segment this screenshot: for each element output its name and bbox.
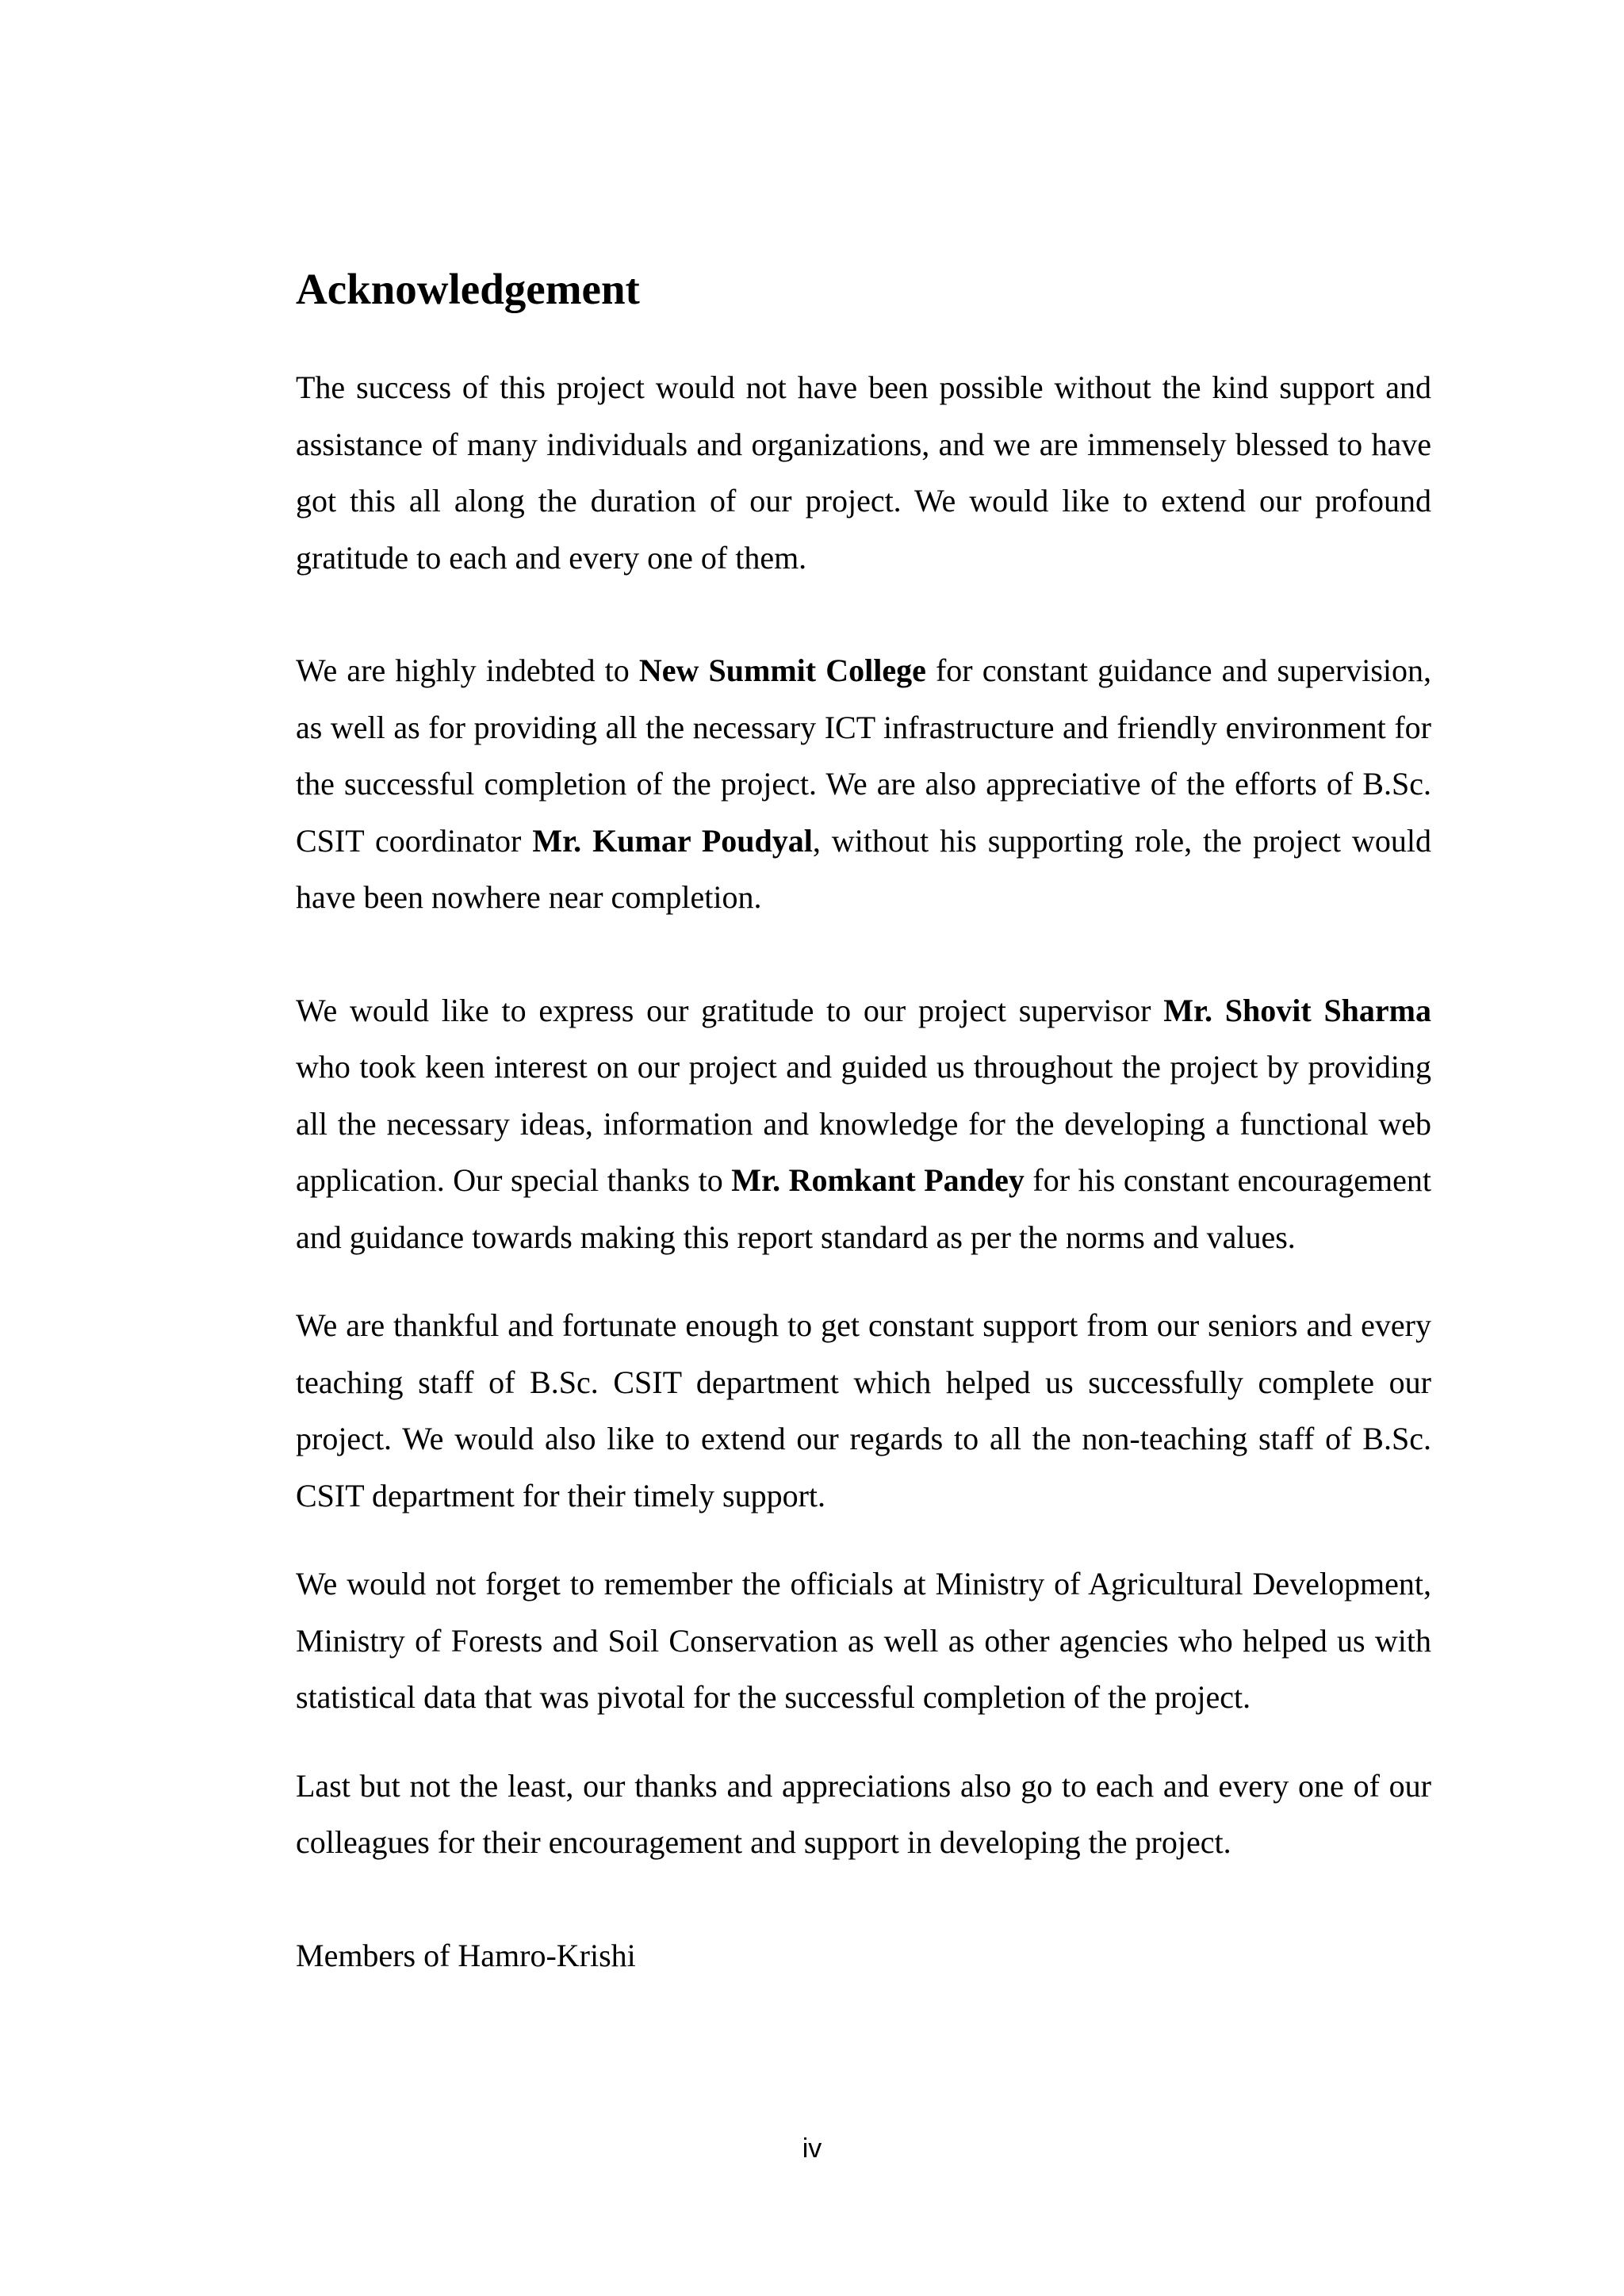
bold-name-text: Mr. Kumar Poudyal [532, 822, 813, 859]
signature-line: Members of Hamro-Krishi [296, 1937, 636, 1973]
paragraph-5 [296, 1556, 1431, 1726]
paragraph-text: Last but not the least, our thanks and appreciations also go to each and every one of our colleagues for their encouragement and support in developing the project. [296, 1767, 1431, 1860]
page-content [296, 259, 1431, 1984]
bold-name-text: New Summit College [638, 652, 926, 688]
paragraph-2 [296, 642, 1431, 926]
paragraph-text: We are thankful and fortunate enough to get constant support from our seniors and every teaching staff of B.Sc. CSIT department which helped us successfully complete our project. We would also like to extend our regards to all the non-teaching staff of B.Sc. CSIT department for their timely support. [296, 1307, 1431, 1513]
page-title: Acknowledgement [296, 265, 640, 313]
paragraph-text: who took keen interest on our project and guided us throughout the project by providing all the necessary ideas, information and knowledge for the developing a functional web application. Our special thanks to [296, 1049, 1431, 1198]
paragraph-text: for constant guidance and supervision, as well as for providing all the necessary ICT infrastructure and friendly environment for the successful completion of the project. We are also appreciative of the efforts of B.Sc. CSIT coordinator [296, 652, 1431, 859]
bold-name-text: Mr. Romkant Pandey [731, 1162, 1025, 1198]
paragraph-text: We would not forget to remember the officials at Ministry of Agricultural Development, Ministry of Forests and Soil Conservation as well as other agencies who helped us with statistical data that was pivotal for the successful completion of the project. [296, 1566, 1431, 1715]
paragraph-text: , without his supporting role, the project would have been nowhere near completion. [296, 822, 1431, 915]
paragraph-6 [296, 1758, 1431, 1871]
paragraph-text: We are highly indebted to [296, 652, 639, 688]
paragraph-text: We would like to express our gratitude to our project supervisor [296, 992, 1164, 1028]
paragraph-3 [296, 982, 1431, 1266]
paragraph-4 [296, 1297, 1431, 1524]
bold-name-text: Mr. Shovit Sharma [1163, 992, 1432, 1028]
page-number: iv [802, 2133, 822, 2164]
paragraph-text: The success of this project would not have been possible without the kind support and assistance of many individuals and organizations, and we are immensely blessed to have got this all along the duration of our project. We would like to extend our profound gratitude to each and every one of them. [296, 369, 1431, 576]
paragraph-1 [296, 359, 1431, 586]
paragraph-text: for his constant encouragement and guidance towards making this report standard as per the norms and values. [296, 1162, 1431, 1255]
